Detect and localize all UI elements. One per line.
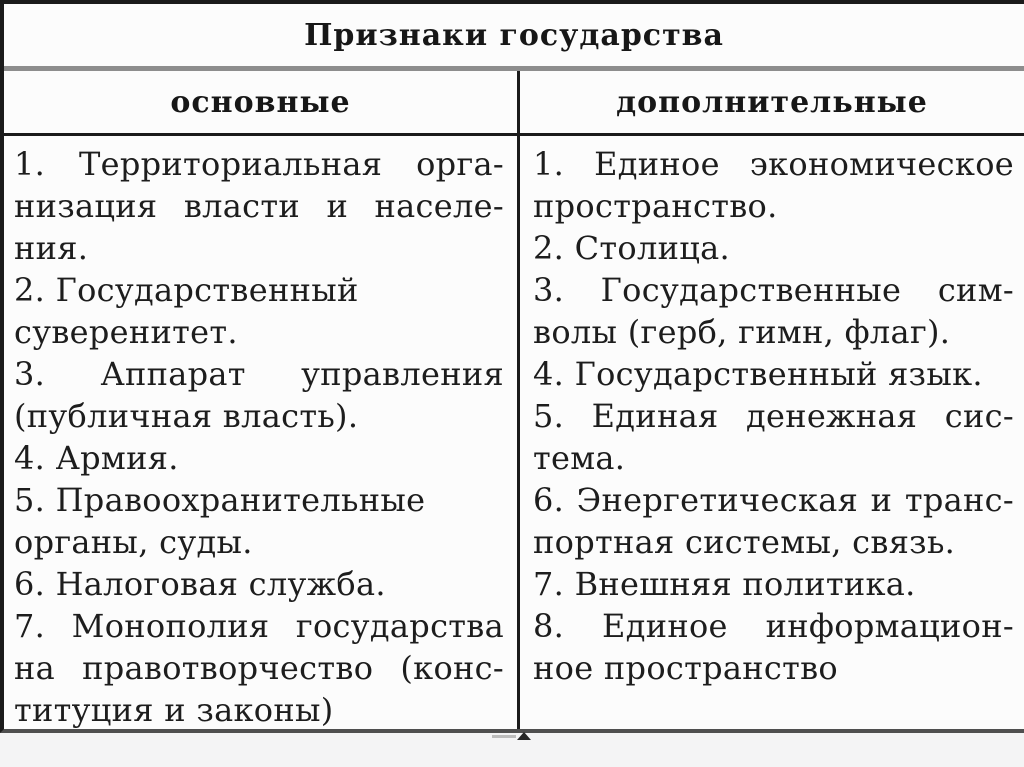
page-bottom-strip: [0, 733, 1024, 767]
text-line: 8. Единое информацион-: [533, 607, 1014, 645]
text-line: портная системы, связь.: [533, 523, 956, 561]
text-line: 7. Монополия государства: [14, 607, 504, 645]
text-line: суверенитет.: [14, 313, 238, 351]
text-line: пространство.: [533, 187, 778, 225]
text-line: (публичная власть).: [14, 397, 359, 435]
text-line: ния.: [14, 229, 89, 267]
text-line: на правотворчество (конс-: [14, 649, 504, 687]
text-line: низация власти и населе-: [14, 187, 504, 225]
smudge-mark: [492, 735, 516, 738]
text-line: титуция и законы): [14, 691, 334, 729]
body-cell-additional: [520, 136, 1024, 729]
body-cell-basic: [4, 136, 517, 729]
text-line: ное пространство: [533, 649, 839, 687]
text-line: 2. Государственный: [14, 271, 359, 309]
column-header-row: [4, 71, 1024, 133]
table-body-row: [4, 136, 1024, 729]
text-line: 1. Единое экономическое: [533, 145, 1014, 183]
text-line: 6. Налоговая служба.: [14, 565, 386, 603]
text-line: 5. Единая денежная сис-: [533, 397, 1014, 435]
text-line: 2. Столица.: [533, 229, 730, 267]
text-line: 7. Внешняя политика.: [533, 565, 916, 603]
text-line: 6. Энергетическая и транс-: [533, 481, 1014, 519]
table-title: Признаки государства: [304, 17, 724, 53]
text-line: 5. Правоохранительные: [14, 481, 426, 519]
text-line: 4. Армия.: [14, 439, 179, 477]
text-line: тема.: [533, 439, 626, 477]
arrow-smudge-icon: [517, 732, 531, 740]
text-line: 3. Государственные сим-: [533, 271, 1014, 309]
text-line: 1. Территориальная орга-: [14, 145, 504, 183]
text-line: волы (герб, гимн, флаг).: [533, 313, 951, 351]
text-line: 3. Аппарат управления: [14, 355, 504, 393]
text-line: органы, суды.: [14, 523, 253, 561]
column-header-basic: основные: [170, 84, 351, 120]
text-line: 4. Государственный язык.: [533, 355, 983, 393]
column-header-additional: дополнительные: [616, 84, 928, 120]
